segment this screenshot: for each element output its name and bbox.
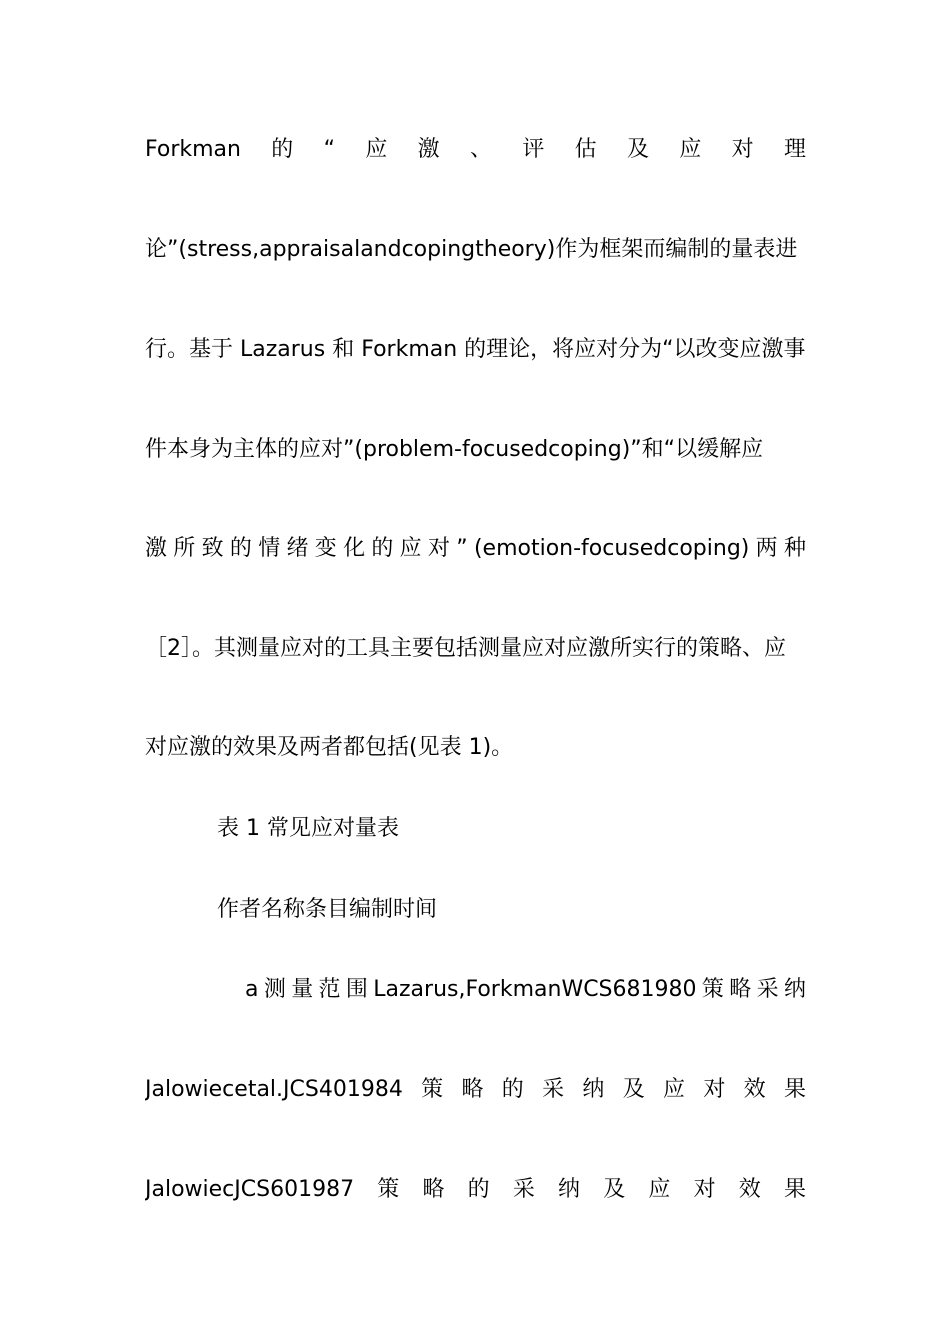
text-token: 的 bbox=[271, 137, 294, 162]
text-token: 情 bbox=[258, 536, 281, 561]
text-token: 策 bbox=[421, 1077, 444, 1102]
text-token: 采 bbox=[756, 977, 779, 1002]
text-token: 果 bbox=[783, 1077, 806, 1102]
text-token: 的 bbox=[229, 536, 252, 561]
text-token: 及 bbox=[603, 1177, 626, 1202]
text-token: 及 bbox=[626, 137, 649, 162]
text-token: 应 bbox=[399, 536, 422, 561]
text-token: 采 bbox=[512, 1177, 535, 1202]
text-token: 的 bbox=[501, 1077, 524, 1102]
text-token: 激 bbox=[417, 137, 440, 162]
text-token: 、 bbox=[470, 137, 493, 162]
text-token: a bbox=[245, 977, 259, 1002]
text-token: 致 bbox=[201, 536, 224, 561]
text-token: 化 bbox=[343, 536, 366, 561]
text-token: Jalowiecetal.JCS401984 bbox=[145, 1077, 403, 1102]
text-token: Forkman bbox=[145, 137, 241, 162]
paragraph-line-5 bbox=[145, 532, 806, 566]
paragraph-line-4: 件本身为主体的应对”(problem-focusedcoping)”和“以缓解应 bbox=[145, 437, 764, 462]
text-token: 效 bbox=[743, 1077, 766, 1102]
text-token: 略 bbox=[461, 1077, 484, 1102]
text-token: 采 bbox=[542, 1077, 565, 1102]
text-token: 纳 bbox=[558, 1177, 581, 1202]
table-row-3 bbox=[145, 1173, 806, 1207]
text-token: 纳 bbox=[783, 977, 806, 1002]
text-token: 应 bbox=[648, 1177, 671, 1202]
text-token: 对 bbox=[427, 536, 450, 561]
table-row-1 bbox=[245, 973, 806, 1007]
text-token: 略 bbox=[422, 1177, 445, 1202]
text-token: 的 bbox=[467, 1177, 490, 1202]
text-token: 绪 bbox=[286, 536, 309, 561]
text-token: 纳 bbox=[582, 1077, 605, 1102]
text-token: 激 bbox=[145, 536, 168, 561]
paragraph-line-3: 行。基于 Lazarus 和 Forkman 的理论，将应对分为“以改变应激事 bbox=[145, 337, 806, 362]
text-token: 对 bbox=[703, 1077, 726, 1102]
table-header: 作者名称条目编制时间 bbox=[217, 897, 438, 922]
text-token: 策 bbox=[701, 977, 724, 1002]
text-token: 所 bbox=[173, 536, 196, 561]
text-token: 评 bbox=[522, 137, 545, 162]
text-token: 果 bbox=[783, 1177, 806, 1202]
paragraph-line-6: ［2］。其测量应对的工具主要包括测量应对应激所实行的策略、应 bbox=[145, 636, 786, 661]
text-token: 理 bbox=[783, 137, 806, 162]
paragraph-line-7: 对应激的效果及两者都包括(见表 1)。 bbox=[145, 735, 514, 760]
text-token: ” bbox=[456, 536, 468, 561]
text-token: “ bbox=[323, 137, 336, 162]
text-token: 变 bbox=[314, 536, 337, 561]
text-token: 及 bbox=[622, 1077, 645, 1102]
text-token: 种 bbox=[783, 536, 806, 561]
text-token: 围 bbox=[345, 977, 368, 1002]
text-token: 量 bbox=[291, 977, 314, 1002]
text-token: 范 bbox=[318, 977, 341, 1002]
text-token: Lazarus,ForkmanWCS681980 bbox=[373, 977, 697, 1002]
text-token: 的 bbox=[371, 536, 394, 561]
text-token: 策 bbox=[377, 1177, 400, 1202]
table-caption: 表 1 常见应对量表 bbox=[217, 816, 399, 841]
text-token: JalowiecJCS601987 bbox=[145, 1177, 355, 1202]
text-token: 两 bbox=[755, 536, 778, 561]
text-token: 效 bbox=[738, 1177, 761, 1202]
text-token: 应 bbox=[365, 137, 388, 162]
text-token: 应 bbox=[663, 1077, 686, 1102]
text-token: 估 bbox=[574, 137, 597, 162]
text-token: 略 bbox=[729, 977, 752, 1002]
paragraph-line-2: 论”(stress,appraisalandcopingtheory)作为框架而编制的量表进 bbox=[145, 237, 798, 262]
text-token: 对 bbox=[693, 1177, 716, 1202]
paragraph-line-1 bbox=[145, 133, 806, 167]
text-token: 应 bbox=[679, 137, 702, 162]
text-token: 测 bbox=[263, 977, 286, 1002]
table-row-2 bbox=[145, 1073, 806, 1107]
text-token: (emotion-focusedcoping) bbox=[473, 536, 750, 561]
text-token: 对 bbox=[731, 137, 754, 162]
